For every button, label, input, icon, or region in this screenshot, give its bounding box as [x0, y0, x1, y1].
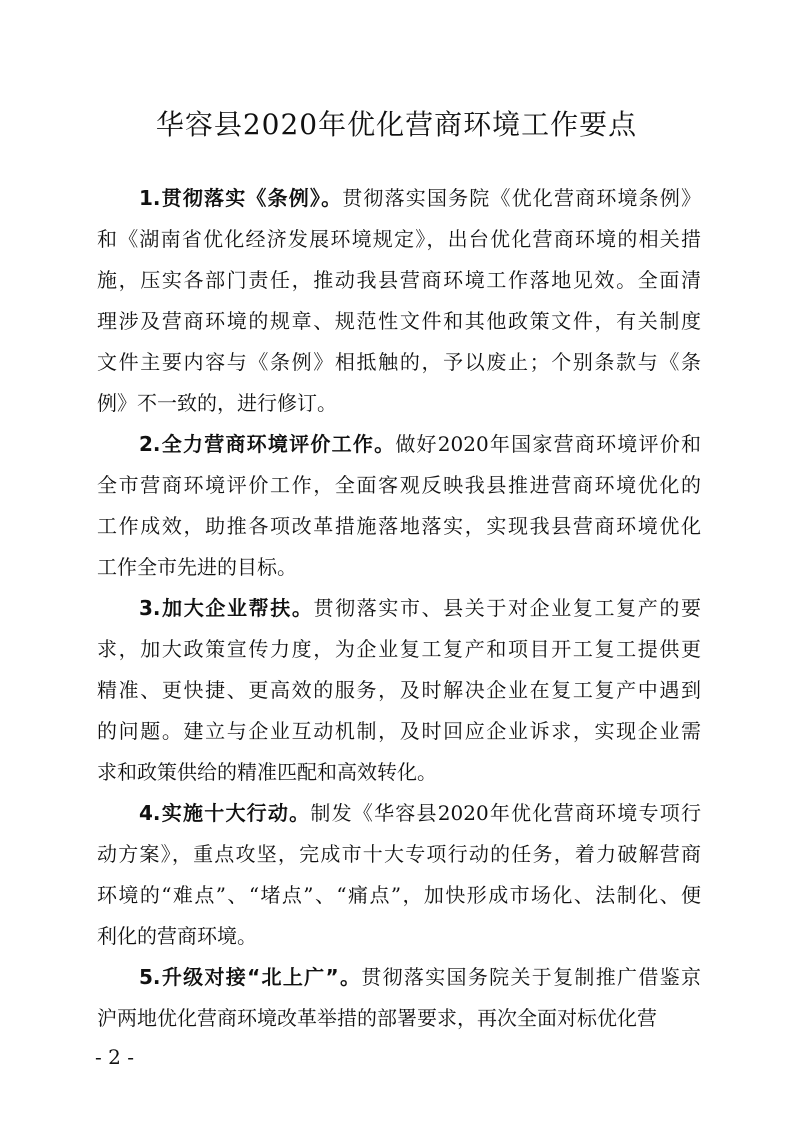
line-text: 精准、更快捷、更高效的服务，及时解决企业在复工复产中遇到	[97, 678, 701, 702]
page-number: - 2 -	[95, 1045, 134, 1069]
line-text: 文件主要内容与《条例》相抵触的，予以废止；个别条款与《条	[97, 350, 701, 374]
line-text: 贯彻落实国务院《优化营商环境条例》	[342, 186, 701, 210]
text-line	[97, 670, 701, 711]
line-text: 理涉及营商环境的规章、规范性文件和其他政策文件，有关制度	[97, 309, 701, 333]
text-line	[97, 506, 701, 547]
text-line	[97, 711, 701, 752]
line-text: 例》不一致的，进行修订。	[97, 391, 337, 415]
line-text: 利化的营商环境。	[97, 924, 257, 948]
text-line	[97, 383, 701, 424]
line-text: 求，加大政策宣传力度，为企业复工复产和项目开工复工提供更	[97, 637, 701, 661]
text-line	[97, 629, 701, 670]
paragraph-2	[97, 424, 701, 588]
line-text: 工作成效，助推各项改革措施落地落实，实现我县营商环境优化	[97, 514, 701, 538]
line-text: 沪两地优化营商环境改革举措的部署要求，再次全面对标优化营	[97, 1006, 657, 1030]
paragraph-5	[97, 957, 701, 1039]
paragraph-heading: 5.升级对接“北上广”。	[139, 965, 362, 989]
line-text: 制发《华容县2020年优化营商环境专项行	[310, 801, 701, 825]
text-line	[97, 547, 701, 588]
text-line	[97, 465, 701, 506]
line-text: 施，压实各部门责任，推动我县营商环境工作落地见效。全面清	[97, 268, 701, 292]
line-text: 工作全市先进的目标。	[97, 555, 297, 579]
line-text: 和《湖南省优化经济发展环境规定》，出台优化营商环境的相关措	[97, 227, 701, 251]
text-line	[97, 916, 701, 957]
paragraph-heading: 4.实施十大行动。	[139, 801, 311, 825]
document-title: 华容县2020年优化营商环境工作要点	[155, 108, 638, 141]
text-line	[97, 301, 701, 342]
text-line	[97, 424, 701, 465]
line-text: 全市营商环境评价工作，全面客观反映我县推进营商环境优化的	[97, 473, 701, 497]
document-body	[97, 178, 701, 1039]
text-line	[97, 957, 701, 998]
text-line	[97, 998, 701, 1039]
text-line	[97, 342, 701, 383]
paragraph-3	[97, 588, 701, 793]
text-line	[97, 219, 701, 260]
text-line	[97, 875, 701, 916]
line-text: 求和政策供给的精准匹配和高效转化。	[97, 760, 437, 784]
line-text: 的问题。建立与企业互动机制，及时回应企业诉求，实现企业需	[97, 719, 701, 743]
line-text: 动方案》，重点攻坚，完成市十大专项行动的任务，着力破解营商	[97, 842, 701, 866]
line-text: 贯彻落实国务院关于复制推广借鉴京	[361, 965, 701, 989]
text-line	[97, 588, 701, 629]
paragraph-heading: 1.贯彻落实《条例》。	[139, 186, 343, 210]
paragraph-heading: 3.加大企业帮扶。	[139, 596, 314, 620]
text-line	[97, 793, 701, 834]
line-text: 环境的“难点”、“堵点”、“痛点”，加快形成市场化、法制化、便	[97, 883, 701, 907]
line-text: 贯彻落实市、县关于对企业复工复产的要	[313, 596, 701, 620]
text-line	[97, 834, 701, 875]
text-line	[97, 752, 701, 793]
paragraph-4	[97, 793, 701, 957]
text-line	[97, 260, 701, 301]
paragraph-1	[97, 178, 701, 424]
paragraph-heading: 2.全力营商环境评价工作。	[139, 432, 396, 456]
line-text: 做好2020年国家营商环境评价和	[395, 432, 701, 456]
text-line	[97, 178, 701, 219]
